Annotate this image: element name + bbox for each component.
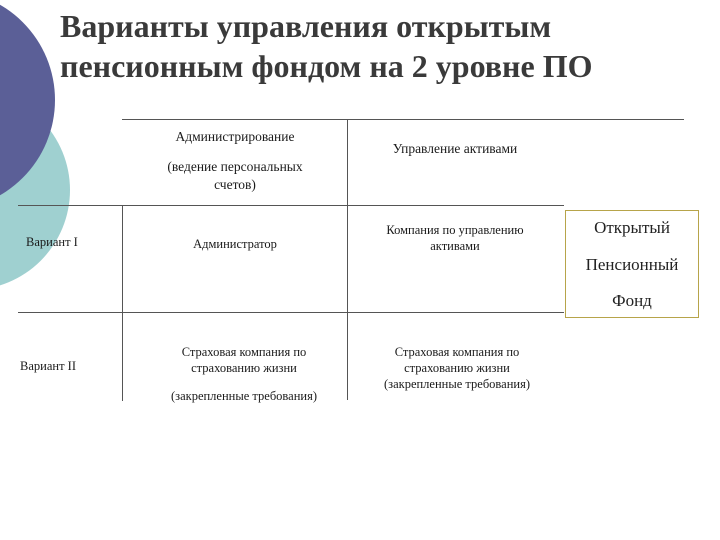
fund-line-2: Пенсионный <box>585 254 679 274</box>
row2-assets-line-2: страхованию жизни <box>404 361 510 375</box>
header-admin-line-3: счетов) <box>214 177 256 192</box>
row1-label <box>14 234 122 250</box>
title-line-1: Варианты управления открытым <box>60 8 552 44</box>
slide-title <box>60 6 700 86</box>
fund-line-3: Фонд <box>612 291 652 310</box>
row1-assets-line-1: Компания по управлению <box>386 223 524 237</box>
header-admin-line-2: (ведение персональных <box>167 159 303 174</box>
row1-label-text: Вариант I <box>26 235 78 249</box>
title-divider <box>122 119 684 120</box>
header-admin-line-1: Администрирование <box>175 129 295 144</box>
row2-admin-line-1: Страховая компания по <box>181 345 307 359</box>
row1-admin-text: Администратор <box>193 237 277 251</box>
row2-label-text: Вариант II <box>20 359 76 373</box>
header-assets-label: Управление активами <box>392 141 518 156</box>
grid-horizontal-top <box>18 205 564 206</box>
row1-admin <box>125 236 345 252</box>
header-admin <box>125 128 345 194</box>
row2-admin <box>125 344 363 404</box>
grid-horizontal-middle <box>18 312 564 313</box>
grid-vertical-left <box>122 205 123 401</box>
row1-assets-line-2: активами <box>430 239 480 253</box>
row2-admin-line-2: страхованию жизни <box>191 361 297 375</box>
fund-line-1: Открытый <box>594 218 670 237</box>
title-line-2: пенсионным фондом на 2 уровне ПО <box>60 48 593 84</box>
open-pension-fund-box <box>565 210 699 318</box>
row1-assets <box>350 222 560 254</box>
row2-assets <box>352 344 562 392</box>
row2-admin-line-3: (закрепленные требования) <box>170 389 318 403</box>
row2-label <box>10 358 116 374</box>
row2-assets-line-3: (закрепленные требования) <box>383 377 531 391</box>
row2-assets-line-1: Страховая компания по <box>394 345 520 359</box>
header-assets <box>350 140 560 158</box>
